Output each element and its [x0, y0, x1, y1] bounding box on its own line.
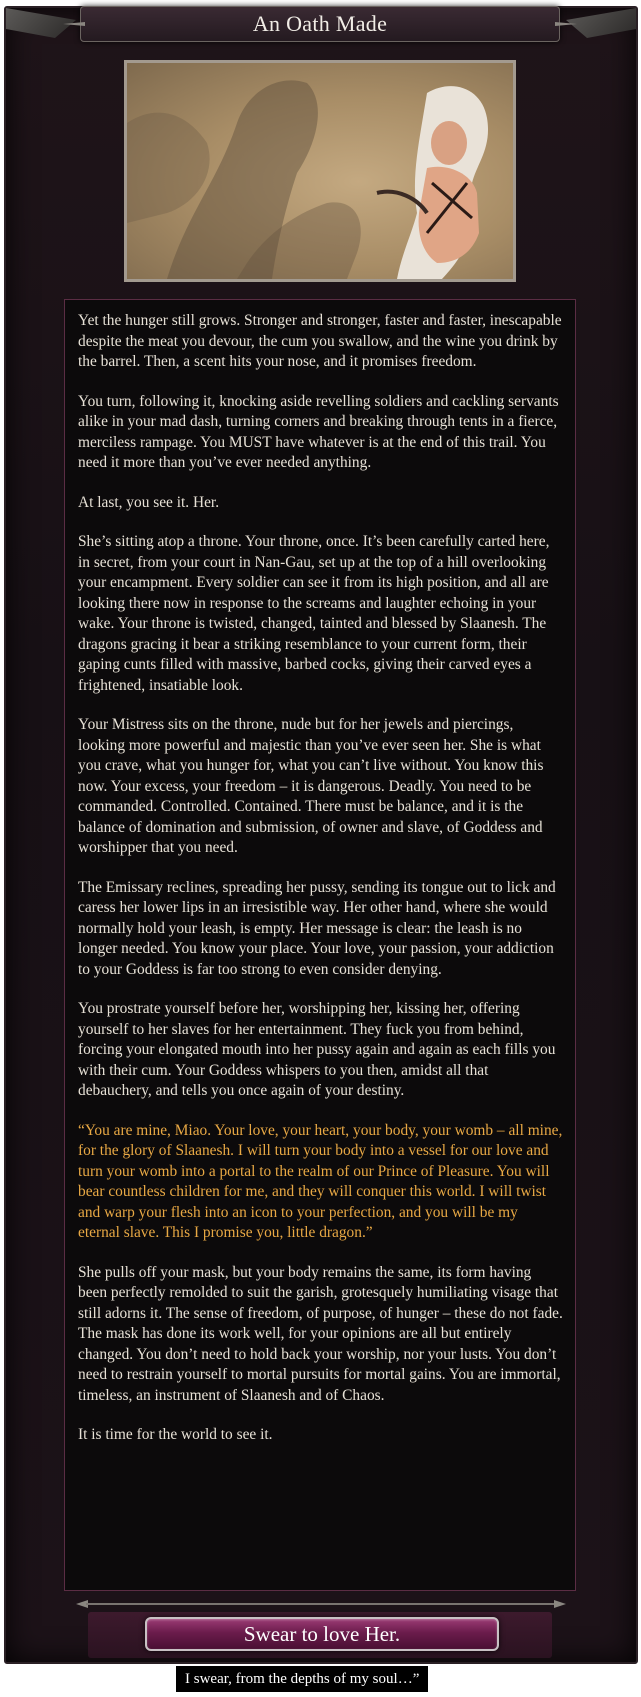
event-illustration — [124, 60, 516, 282]
story-paragraph: You prostrate yourself before her, worshipping her, kissing her, offering yourself to her slaves for her entertainment. They fuck you from behind, forcing your elongated mouth into her pussy again and again as each fills you with their cum. Your Goddess whispers to you then, amidst all that debauchery, and tells you once again of your destiny. — [78, 1000, 556, 1099]
swear-choice-button[interactable]: Swear to love Her. — [145, 1617, 499, 1651]
choice-divider — [76, 1600, 566, 1608]
story-text-panel — [64, 299, 576, 1591]
story-paragraph: At last, you see it. Her. — [78, 493, 220, 511]
event-title: An Oath Made — [252, 11, 388, 36]
frame-corner-ornament-left — [6, 8, 76, 38]
story-paragraph: She’s sitting atop a throne. Your throne, once. It’s been carefully carted here, in secret, from your court in Nan-Gau, set up at the top of a hill overlooking your encampment. Every soldier can see it from its high position, and all are looking there now in response to the screams and laughter echoing in your wake. Your throne is twisted, changed, tainted and blessed by Slaanesh. The dragons gracing it bear a striking resemblance to your current form, their gaping cunts filled with massive, barbed cocks, giving their carved eyes a frightened, insatiable look. — [78, 533, 550, 694]
illustration-art — [127, 63, 513, 279]
divider-line — [86, 1603, 556, 1605]
frame-corner-ornament-right — [566, 8, 636, 38]
story-paragraph: It is time for the world to see it. — [78, 1426, 273, 1443]
story-paragraph: Your Mistress sits on the throne, nude but for her jewels and piercings, looking more powerful and majestic than you’ve ever seen her. She is what you crave, what you hunger for, what you can’t live without. You know this now. Your excess, your freedom – it is dangerous. Deadly. You need to be commanded. Controlled. Contained. There must be balance, and it is the balance of domination and submission, of owner and slave, of Goddess and worshipper that you need. — [78, 716, 544, 856]
story-paragraph: You turn, following it, knocking aside revelling soldiers and cackling servants alike in your mad dash, turning corners and breaking through tents in a fierce, merciless rampage. You MUST have whatever is at the end of this trail. You need it more than you’ve ever needed anything. — [78, 392, 559, 471]
story-paragraph: The Emissary reclines, spreading her pussy, sending its tongue out to lick and caress her lower lips in an irresistible way. Her other hand, where she would normally hold your leash, is empty. Her message is clear: the leash is no longer needed. You know your place. Your love, your passion, your addiction to your Goddess is far too strong to even consider denying. — [78, 878, 556, 978]
story-paragraph: She pulls off your mask, but your body remains the same, its form having been perfectly remolded to suit the garish, grotesquely humiliating visage that still adorns it. The sense of freedom, of purpose, of hunger – these do not fade. The mask has done its work well, for your opinions are all but entirely changed. You don’t need to hold back your worship, nor your lusts. You don’t need to restrain yourself to mortal pursuits for mortal gains. You are immortal, timeless, an instrument of Slaanesh and of Chaos. — [78, 1263, 563, 1404]
event-title-bar — [80, 6, 560, 42]
divider-arrow-right — [554, 1600, 566, 1608]
goddess-quote: “You are mine, Miao. Your love, your heart, your body, your womb – all mine, for the glory of Slaanesh. I will turn your body into a vessel for our love and turn your womb into a portal to the realm of our Prince of Pleasure. You will bear countless children for me, and they will conquer this world. I will twist and warp your flesh into an icon to your perfection, and you will be my eternal slave. This I promise you, little dragon.” — [78, 1121, 563, 1241]
choice-tooltip: I swear, from the depths of my soul…” — [176, 1666, 428, 1692]
story-paragraph: Yet the hunger still grows. Stronger and stronger, faster and faster, inescapable despite the meat you devour, the cum you swallow, and the wine you drink by the barrel. Then, a scent hits your nose, and it promises freedom. — [78, 312, 562, 370]
